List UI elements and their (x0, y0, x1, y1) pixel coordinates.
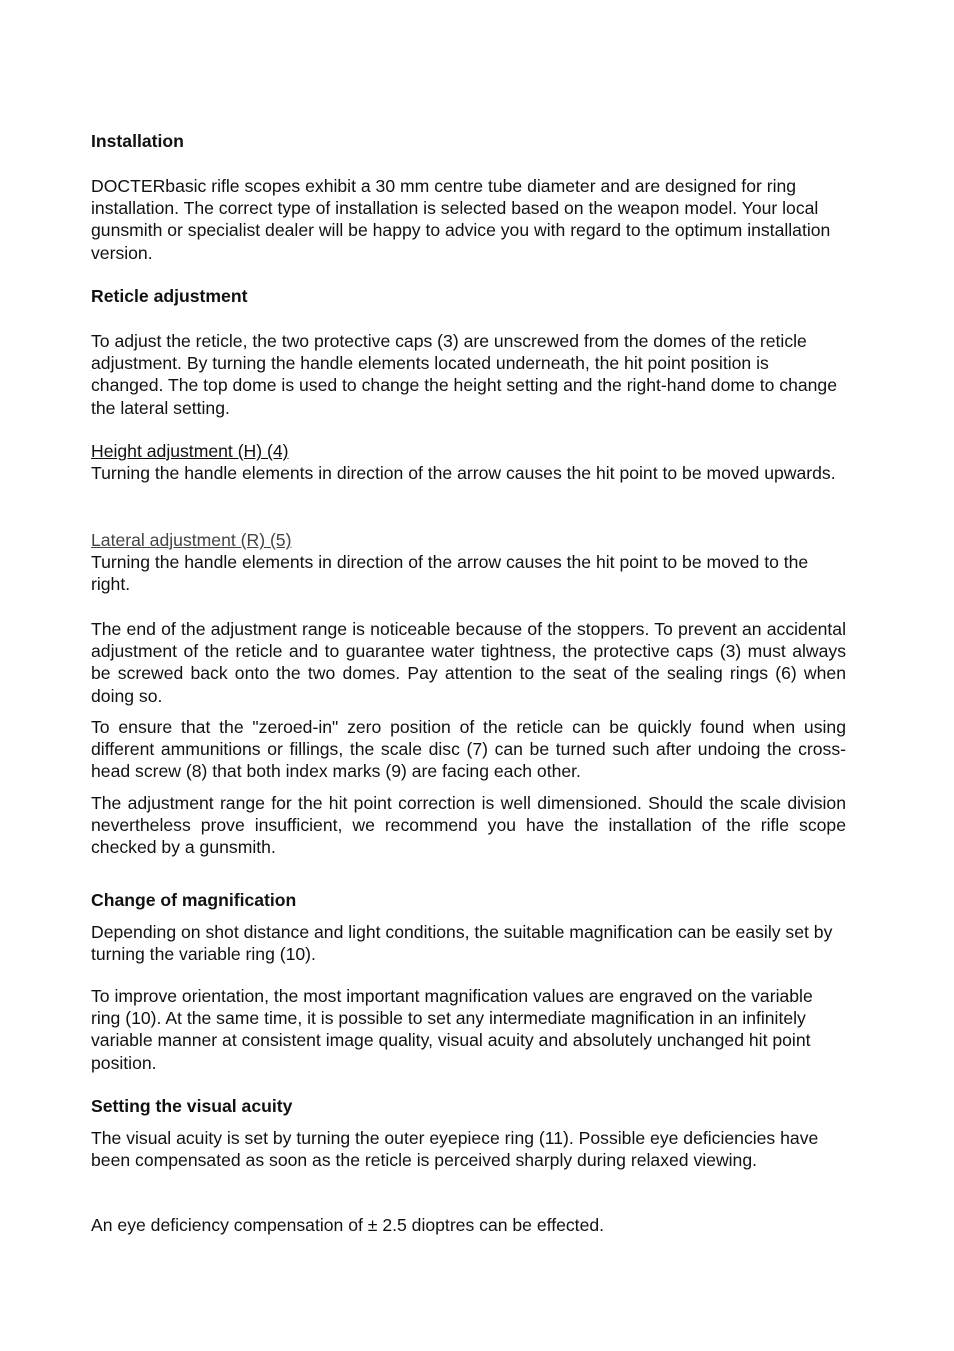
zero-position-text: To ensure that the "zeroed-in" zero position of the reticle can be quickly found when using different ammunitions or fillings, the scale disc (7) can be turned such after undoing the cross-head screw (8) that both index marks (9) are facing each other. (91, 717, 846, 782)
height-adjustment-text: Turning the handle elements in direction of the arrow causes the hit point to be moved upwards. (91, 463, 836, 484)
reticle-heading: Reticle adjustment (91, 286, 248, 306)
stoppers-text: The end of the adjustment range is noticeable because of the stoppers. To prevent an accidental adjustment of the reticle and to guarantee water tightness, the protective caps (3) must always be screwed back onto the two domes. Pay attention to the seat of the sealing rings (6) when doing so. (91, 619, 846, 706)
lateral-adjustment-text: Turning the handle elements in direction of the arrow causes the hit point to be moved to the right. (91, 552, 809, 595)
lateral-adjustment-block (91, 529, 846, 596)
lateral-adjustment-title: Lateral adjustment (R) (5) (91, 530, 292, 550)
height-adjustment-title: Height adjustment (H) (4) (91, 441, 289, 461)
installation-text: DOCTERbasic rifle scopes exhibit a 30 mm centre tube diameter and are designed for ring installation. The correct type of installation is selected based on the weapon model. Your local gunsmith or specialist dealer will be happy to advice you with regard to the optimum installation version. (91, 176, 831, 263)
magnification-text-1: Depending on shot distance and light conditions, the suitable magnification can be easily set by turning the variable ring (10). (91, 922, 833, 965)
reticle-intro: To adjust the reticle, the two protective caps (3) are unscrewed from the domes of the reticle adjustment. By turning the handle elements located underneath, the hit point position is changed. The top dome is used to change the height setting and the right-hand dome to change the lateral setting. (91, 331, 837, 418)
magnification-heading: Change of magnification (91, 890, 297, 910)
acuity-heading: Setting the visual acuity (91, 1096, 293, 1116)
installation-heading: Installation (91, 131, 184, 151)
acuity-text-1: The visual acuity is set by turning the outer eyepiece ring (11). Possible eye deficiencies have been compensated as soon as the reticle is perceived sharply during relaxed viewing. (91, 1128, 819, 1171)
adjustment-range-text: The adjustment range for the hit point correction is well dimensioned. Should the scale division nevertheless prove insufficient, we recommend you have the installation of the rifle scope checked by a gunsmith. (91, 793, 846, 858)
height-adjustment-block (91, 440, 846, 484)
acuity-text-2: An eye deficiency compensation of ± 2.5 dioptres can be effected. (91, 1215, 605, 1235)
magnification-text-2: To improve orientation, the most important magnification values are engraved on the variable ring (10). At the same time, it is possible to set any intermediate magnification in an infinitely variable manner at consistent image quality, visual acuity and absolutely unchanged hit point position. (91, 986, 813, 1073)
